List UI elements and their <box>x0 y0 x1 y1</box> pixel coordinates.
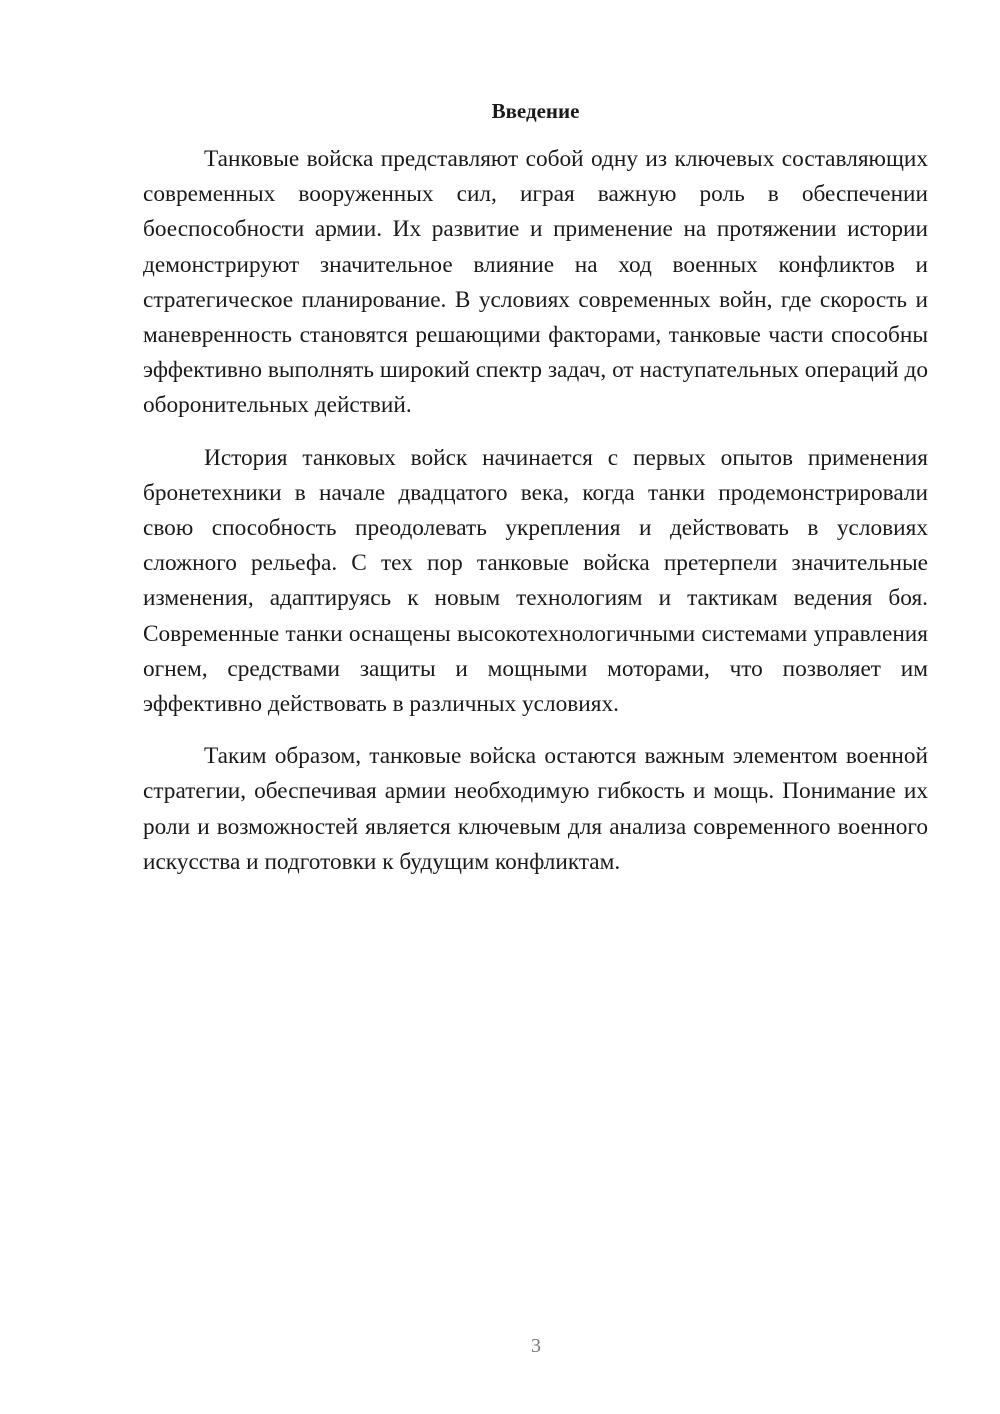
body-text <box>143 142 928 897</box>
section-heading: Введение <box>491 99 580 123</box>
page-number: 3 <box>531 1335 541 1357</box>
paragraph-2: История танковых войск начинается с первых опытов применения бронетехники в начале двадцатого века, когда танки продемонстрировали свою способность преодолевать укрепления и действовать в условиях сложного рельефа. С тех пор танковые войска претерпели значительные изменения, адаптируясь к новым технологиям и тактикам ведения боя. Современные танки оснащены высокотехнологичными системами управления огнем, средствами защиты и мощными моторами, что позволяет им эффективно действовать в различных условиях. <box>143 444 928 718</box>
paragraph-3: Таким образом, танковые войска остаются важным элементом военной стратегии, обеспечивая армии необходимую гибкость и мощь. Понимание их роли и возможностей является ключевым для анализа современного военного искусства и подготовки к будущим конфликтам. <box>143 743 928 875</box>
paragraph-1: Танковые войска представляют собой одну из ключевых составляющих современных вооруженных сил, играя важную роль в обеспечении боеспособности армии. Их развитие и применение на протяжении истории демонстрируют значительное влияние на ход военных конфликтов и стратегическое планирование. В условиях современных войн, где скорость и маневренность становятся решающими факторами, танковые части способны эффективно выполнять широкий спектр задач, от наступательных операций до оборонительных действий. <box>143 146 928 419</box>
